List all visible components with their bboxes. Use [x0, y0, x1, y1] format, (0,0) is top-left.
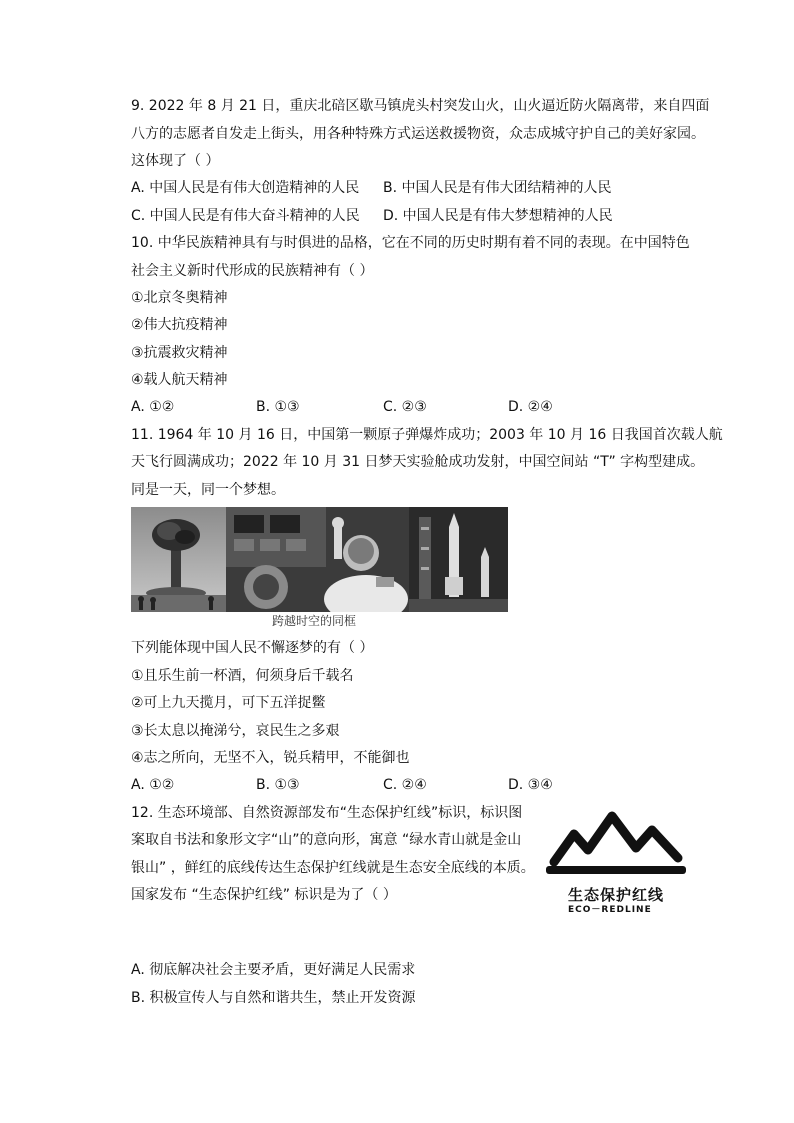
q10-item-3: ③抗震救灾精神: [131, 345, 228, 361]
q11-option-b: B. ①③: [256, 777, 300, 793]
q11-line-1: 11. 1964 年 10 月 16 日，中国第一颗原子弹爆炸成功；2003 年 10 月 16 日我国首次载人航: [131, 427, 723, 443]
q10-item-2: ②伟大抗疫精神: [131, 317, 228, 333]
q10-option-d: D. ②④: [508, 399, 553, 415]
q11-line-3: 同是一天，同一个梦想。: [131, 482, 285, 498]
q9-option-c: C. 中国人民是有伟大奋斗精神的人民: [131, 208, 360, 224]
logo-english-text: ECO－REDLINE: [568, 905, 652, 915]
q11-photo-strip: [131, 507, 508, 612]
q11-item-1: ①且乐生前一杯酒，何须身后千载名: [131, 668, 354, 684]
q9-option-b: B. 中国人民是有伟大团结精神的人民: [383, 180, 612, 196]
q9-line-2: 八方的志愿者自发走上街头，用各种特殊方式运送救援物资，众志成城守护自己的美好家园。: [131, 126, 705, 142]
q9-option-a: A. 中国人民是有伟大创造精神的人民: [131, 180, 360, 196]
q10-item-1: ①北京冬奥精神: [131, 290, 228, 306]
mountain-logo-icon: [540, 808, 692, 884]
q12-option-a: A. 彻底解决社会主要矛盾，更好满足人民需求: [131, 962, 416, 978]
q10-line-2: 社会主义新时代形成的民族精神有（ ）: [131, 263, 374, 279]
q11-option-d: D. ③④: [508, 777, 553, 793]
q10-option-a: A. ①②: [131, 399, 175, 415]
q12-line-3: 银山” ，鲜红的底线传达生态保护红线就是生态安全底线的本质。: [131, 860, 535, 876]
logo-chinese-text: 生态保护红线: [568, 886, 665, 904]
q11-prompt: 下列能体现中国人民不懈逐梦的有（ ）: [131, 640, 374, 656]
q12-line-2: 案取自书法和象形文字“山”的意向形，寓意 “绿水青山就是金山: [131, 832, 522, 848]
q9-line-1: 9. 2022 年 8 月 21 日，重庆北碚区歇马镇虎头村突发山火，山火逼近防火隔离带，来自四面: [131, 98, 710, 114]
q10-option-c: C. ②③: [383, 399, 427, 415]
q11-item-2: ②可上九天揽月，可下五洋捉鳖: [131, 695, 326, 711]
q11-option-a: A. ①②: [131, 777, 175, 793]
q10-option-b: B. ①③: [256, 399, 300, 415]
q12-line-1: 12. 生态环境部、自然资源部发布“生态保护红线”标识，标识图: [131, 805, 523, 821]
q12-option-b: B. 积极宣传人与自然和谐共生，禁止开发资源: [131, 990, 416, 1006]
astronaut-photo: [226, 507, 409, 612]
q9-line-3: 这体现了（ ）: [131, 153, 220, 169]
q11-line-2: 天飞行圆满成功；2022 年 10 月 31 日梦天实验舱成功发射，中国空间站 “T” 字构型建成。: [131, 454, 705, 470]
rocket-launch-photo: [409, 507, 508, 612]
q11-option-c: C. ②④: [383, 777, 427, 793]
atomic-bomb-photo: [131, 507, 226, 612]
q12-line-4: 国家发布 “生态保护红线” 标识是为了（ ）: [131, 887, 397, 903]
q9-option-d: D. 中国人民是有伟大梦想精神的人民: [383, 208, 613, 224]
q10-item-4: ④载人航天精神: [131, 372, 228, 388]
eco-redline-logo: [540, 808, 692, 916]
q10-line-1: 10. 中华民族精神具有与时俱进的品格，它在不同的历史时期有着不同的表现。在中国特色: [131, 235, 690, 251]
photo-caption: 跨越时空的同框: [272, 614, 357, 628]
q11-item-4: ④志之所向，无坚不入，锐兵精甲，不能御也: [131, 750, 410, 766]
q11-item-3: ③长太息以掩涕兮，哀民生之多艰: [131, 723, 340, 739]
